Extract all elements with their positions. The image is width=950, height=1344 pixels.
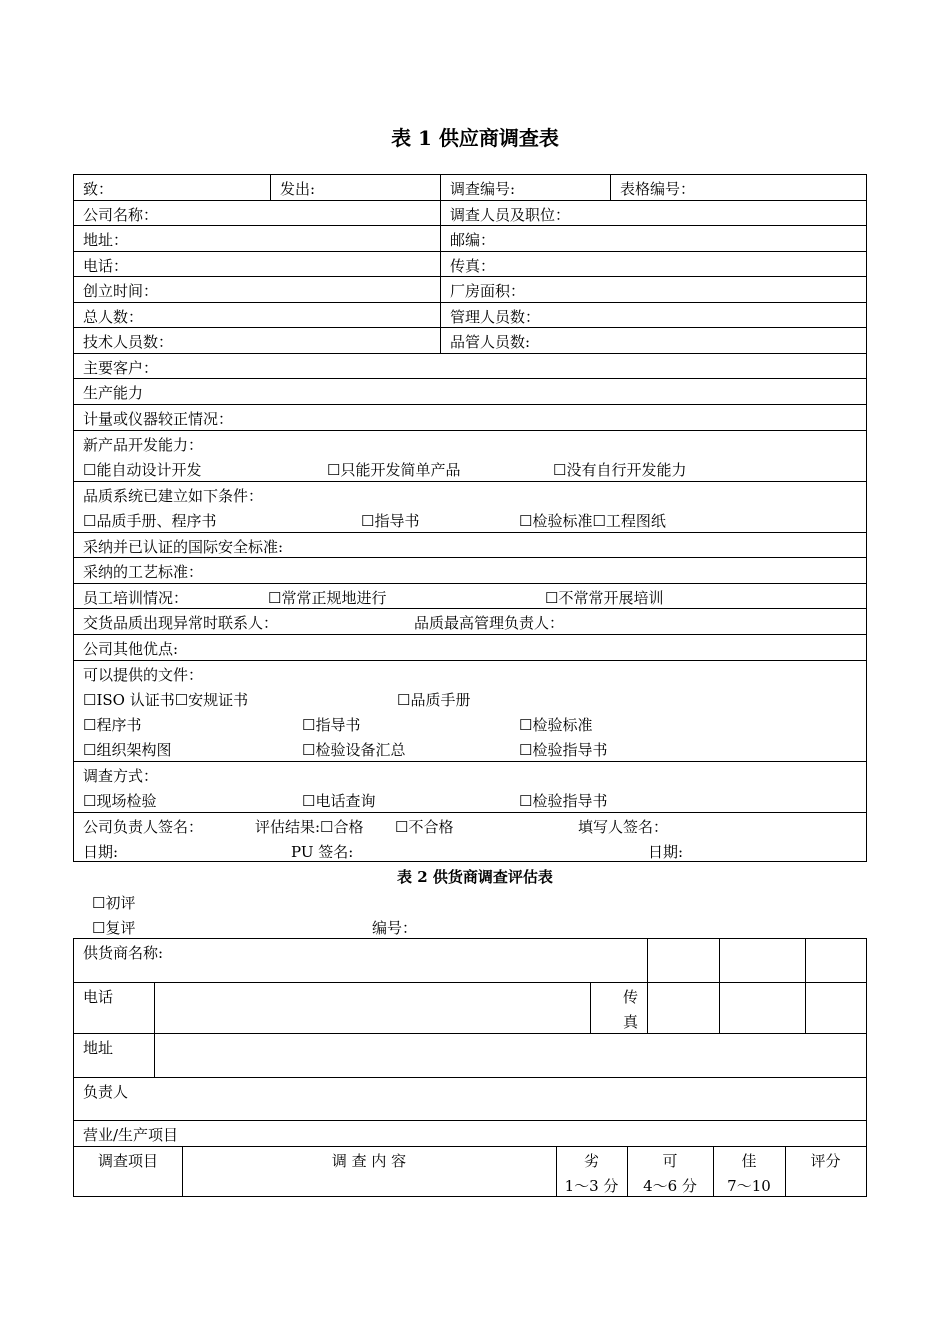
row-survey-method	[74, 762, 866, 813]
address-cell: 地址：	[83, 231, 129, 249]
capacity-cell: 生产能力	[83, 384, 144, 402]
tech-staff-cell: 技术人员数：	[83, 333, 174, 351]
doc-option-inspection-guide[interactable]: ☐检验指导书	[519, 741, 608, 759]
doc-option-iso[interactable]: ☐ISO 认证书☐安规证书	[83, 691, 249, 709]
method-option-guide[interactable]: ☐检验指导书	[519, 792, 608, 810]
from-cell: 发出:	[270, 175, 440, 200]
surveyor-cell: 调查人员及职位：	[440, 201, 868, 225]
mgmt-staff-cell: 管理人员数：	[440, 303, 868, 327]
phone-label: 电话	[83, 988, 114, 1006]
row-process-std	[74, 558, 866, 584]
company-name-cell: 公司名称：	[83, 206, 159, 224]
table2-title: 表 2 供货商调查评估表	[397, 868, 553, 886]
row-address	[74, 226, 866, 252]
quality-label: 品质系统已建立如下条件：	[83, 487, 264, 505]
person-label: 负责人	[83, 1083, 129, 1101]
doc-option-quality-manual[interactable]: ☐品质手册	[397, 691, 471, 709]
to-cell: 致：	[83, 180, 114, 198]
pu-sign-label: PU 签名:	[291, 843, 354, 861]
address-label: 地址	[83, 1039, 114, 1057]
new-product-label: 新产品开发能力：	[83, 436, 204, 454]
date-label-1: 日期:	[83, 843, 119, 861]
doc-option-guide[interactable]: ☐指导书	[302, 716, 361, 734]
fax-cell: 传真：	[440, 252, 868, 276]
initial-eval-checkbox[interactable]: ☐初评	[92, 894, 136, 912]
new-product-option-auto[interactable]: ☐能自动设计开发	[83, 461, 202, 479]
training-option-rare[interactable]: ☐不常常开展培训	[545, 589, 664, 607]
row-customers	[74, 354, 866, 379]
row-contact	[74, 609, 866, 635]
supplier-name-label: 供货商名称:	[83, 944, 164, 962]
calibration-cell: 计量或仪器较正情况：	[83, 410, 234, 428]
col-fair-range: 4～6 分	[643, 1177, 697, 1195]
row-quality-system	[74, 482, 866, 533]
other-adv-cell: 公司其他优点:	[83, 640, 179, 658]
row-staff	[74, 303, 866, 328]
row-safety-std	[74, 533, 866, 558]
factory-area-cell: 厂房面积：	[440, 277, 868, 302]
form-no-cell: 表格编号：	[610, 175, 868, 200]
col-good-header: 佳	[741, 1152, 757, 1170]
row-company	[74, 201, 866, 226]
col-poor-header: 劣	[583, 1152, 599, 1170]
fax-label-2: 真	[623, 1013, 639, 1031]
training-option-regular[interactable]: ☐常常正规地进行	[268, 589, 387, 607]
process-std-cell: 采纳的工艺标准：	[83, 563, 204, 581]
phone-cell: 电话：	[83, 257, 129, 275]
review-eval-checkbox[interactable]: ☐复评	[92, 919, 136, 937]
supplier-survey-table	[73, 174, 867, 862]
doc-option-org-chart[interactable]: ☐组织架构图	[83, 741, 172, 759]
date-label-2: 日期:	[648, 843, 684, 861]
doc-option-inspection-std[interactable]: ☐检验标准	[519, 716, 593, 734]
col-fair-header: 可	[662, 1152, 678, 1170]
business-label: 营业/生产项目	[83, 1126, 179, 1144]
eval-result-pass[interactable]: 评估结果:☐合格	[255, 818, 364, 836]
survey-no-cell: 调查编号:	[440, 175, 610, 200]
main-customers-cell: 主要客户：	[83, 359, 159, 377]
method-option-phone[interactable]: ☐电话查询	[302, 792, 376, 810]
founded-cell: 创立时间：	[83, 282, 159, 300]
row-tech	[74, 328, 866, 354]
filler-sign-label: 填写人签名：	[578, 818, 669, 836]
new-product-option-simple[interactable]: ☐只能开发简单产品	[327, 461, 461, 479]
head-sign-label: 公司负责人签名：	[83, 818, 204, 836]
method-option-onsite[interactable]: ☐现场检验	[83, 792, 157, 810]
row-training	[74, 584, 866, 609]
eval-result-fail[interactable]: ☐不合格	[395, 818, 454, 836]
row-documents	[74, 661, 866, 762]
docs-label: 可以提供的文件：	[83, 666, 204, 684]
table1-title: 表 1 供应商调查表	[391, 126, 559, 150]
quality-option-standards[interactable]: ☐检验标准☐工程图纸	[519, 512, 666, 530]
doc-option-procedure[interactable]: ☐程序书	[83, 716, 142, 734]
postcode-cell: 邮编：	[440, 226, 868, 251]
row-calibration	[74, 405, 866, 431]
col-poor-range: 1～3 分	[564, 1177, 619, 1195]
number-label: 编号：	[372, 919, 418, 937]
row-capacity	[74, 379, 866, 405]
quality-option-guide[interactable]: ☐指导书	[361, 512, 420, 530]
quality-head-label: 品质最高管理负责人：	[414, 614, 565, 632]
quality-option-manual[interactable]: ☐品质手册、程序书	[83, 512, 217, 530]
training-label: 员工培训情况：	[83, 589, 189, 607]
new-product-option-none[interactable]: ☐没有自行开发能力	[553, 461, 687, 479]
row-phone	[74, 252, 866, 277]
row-header-info	[74, 175, 866, 201]
contact-label: 交货品质出现异常时联系人：	[83, 614, 279, 632]
doc-option-equipment[interactable]: ☐检验设备汇总	[302, 741, 406, 759]
total-staff-cell: 总人数：	[83, 308, 144, 326]
row-signatures	[74, 813, 866, 863]
row-other-adv	[74, 635, 866, 661]
row-founded	[74, 277, 866, 303]
supplier-evaluation-table	[73, 938, 867, 1197]
fax-label-1: 传	[623, 988, 639, 1006]
col-good-range: 7～10	[727, 1177, 771, 1195]
row-new-product	[74, 431, 866, 482]
safety-std-cell: 采纳并已认证的国际安全标准:	[83, 538, 284, 556]
col-item-header: 调查项目	[97, 1152, 158, 1170]
qc-staff-cell: 品管人员数:	[440, 328, 868, 353]
method-label: 调查方式：	[83, 767, 159, 785]
col-score-header: 评分	[810, 1152, 841, 1170]
col-content-header: 调 查 内 容	[331, 1152, 407, 1170]
